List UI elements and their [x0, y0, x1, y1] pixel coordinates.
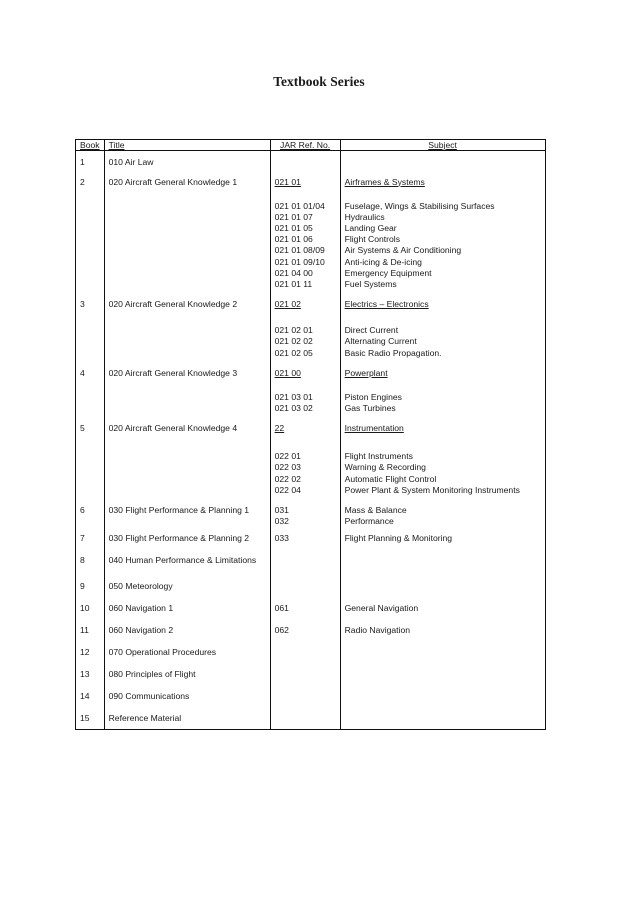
- subject-main: Airframes & Systems: [344, 176, 425, 187]
- book-number: 9: [76, 575, 105, 597]
- jar-ref-sublist: [270, 384, 340, 417]
- subject-subitem: Anti-icing & De-icing: [344, 256, 422, 267]
- subject-sublist: [340, 193, 545, 294]
- subject-sublist: [340, 443, 545, 499]
- book-title-empty: [104, 193, 270, 294]
- subject: [340, 151, 545, 171]
- table-subrow: [76, 443, 546, 499]
- book-title: 020 Aircraft General Knowledge 3: [104, 362, 270, 384]
- subject: [340, 641, 545, 663]
- book-title: 020 Aircraft General Knowledge 4: [104, 417, 270, 443]
- jar-ref: [270, 549, 340, 575]
- subject-line: Performance: [344, 516, 394, 527]
- jar-ref-subitem: 021 01 11: [274, 278, 313, 289]
- subject: [340, 685, 545, 707]
- table-row: [76, 362, 546, 384]
- book-title: 050 Meteorology: [104, 575, 270, 597]
- subject-main: Powerplant: [344, 367, 388, 378]
- jar-ref-line: 033: [274, 533, 289, 544]
- subject-subitem: Fuel Systems: [344, 278, 397, 289]
- jar-ref: [270, 641, 340, 663]
- jar-ref-subitem: 021 03 01: [274, 391, 313, 402]
- subject-subitem: Air Systems & Air Conditioning: [344, 245, 462, 256]
- jar-ref-line: 062: [274, 625, 289, 636]
- book-number: 7: [76, 527, 105, 549]
- table-row: [76, 549, 546, 575]
- subject-subitem: Automatic Flight Control: [344, 473, 437, 484]
- book-number-empty: [76, 384, 105, 417]
- table-body: [76, 140, 546, 730]
- book-number: 11: [76, 619, 105, 641]
- jar-ref-subitem: 021 01 09/10: [274, 256, 325, 267]
- book-number: 5: [76, 417, 105, 443]
- subject-subitem: Gas Turbines: [344, 402, 396, 413]
- subject-subitem: Alternating Current: [344, 336, 417, 347]
- table-row: [76, 499, 546, 527]
- table-row: [76, 575, 546, 597]
- subject-subitem: Hydraulics: [344, 211, 385, 222]
- jar-ref: [270, 527, 340, 549]
- subject: [340, 619, 545, 641]
- jar-ref-main: 021 01: [274, 176, 301, 187]
- subject-subitem: Landing Gear: [344, 222, 397, 233]
- book-number: 3: [76, 293, 105, 317]
- header-subject: Subject: [340, 140, 545, 151]
- book-number: 4: [76, 362, 105, 384]
- subject-subitem: Emergency Equipment: [344, 267, 432, 278]
- subject: [340, 597, 545, 619]
- jar-ref-subitem: 021 01 06: [274, 234, 313, 245]
- jar-ref-main: 021 00: [274, 367, 301, 378]
- subject: [340, 362, 545, 384]
- subject-line: General Navigation: [344, 603, 419, 614]
- jar-ref-subitem: 022 04: [274, 484, 301, 495]
- subject-subitem: Direct Current: [344, 325, 399, 336]
- subject: [340, 575, 545, 597]
- jar-ref-sublist: [270, 443, 340, 499]
- jar-ref-sublist: [270, 317, 340, 362]
- jar-ref: [270, 151, 340, 171]
- table-row: [76, 707, 546, 729]
- table-row: [76, 527, 546, 549]
- book-title: 060 Navigation 2: [104, 619, 270, 641]
- jar-ref: [270, 597, 340, 619]
- book-number-empty: [76, 317, 105, 362]
- jar-ref-sublist: [270, 193, 340, 294]
- book-number: 8: [76, 549, 105, 575]
- subject-line: Flight Planning & Monitoring: [344, 533, 453, 544]
- book-number: 12: [76, 641, 105, 663]
- subject-subitem: Piston Engines: [344, 391, 402, 402]
- book-title: 060 Navigation 1: [104, 597, 270, 619]
- subject-main: Instrumentation: [344, 423, 404, 434]
- table-header-row: [76, 140, 546, 151]
- book-title: Reference Material: [104, 707, 270, 729]
- subject: [340, 293, 545, 317]
- jar-ref-subitem: 022 01: [274, 451, 301, 462]
- jar-ref-subitem: 021 01 08/09: [274, 245, 325, 256]
- table-row: [76, 641, 546, 663]
- table-row: [76, 417, 546, 443]
- table-row: [76, 171, 546, 193]
- jar-ref: [270, 685, 340, 707]
- book-number: 1: [76, 151, 105, 171]
- table-row: [76, 151, 546, 171]
- jar-ref: [270, 619, 340, 641]
- jar-ref-subitem: 022 02: [274, 473, 301, 484]
- subject: [340, 171, 545, 193]
- book-title-empty: [104, 443, 270, 499]
- jar-ref: [270, 293, 340, 317]
- subject-sublist: [340, 384, 545, 417]
- textbook-table: [75, 139, 546, 730]
- jar-ref-subitem: 022 03: [274, 462, 301, 473]
- table-subrow: [76, 384, 546, 417]
- header-jar-ref: JAR Ref. No.: [270, 140, 340, 151]
- jar-ref-line: 061: [274, 603, 289, 614]
- book-title: 010 Air Law: [104, 151, 270, 171]
- header-title: Title: [104, 140, 270, 151]
- jar-ref-subitem: 021 02 01: [274, 325, 313, 336]
- book-title-empty: [104, 384, 270, 417]
- jar-ref: [270, 707, 340, 729]
- book-number: 15: [76, 707, 105, 729]
- subject: [340, 527, 545, 549]
- jar-ref-line: 031: [274, 504, 289, 515]
- subject-subitem: Basic Radio Propagation.: [344, 347, 442, 358]
- subject-line: Radio Navigation: [344, 625, 411, 636]
- book-number: 6: [76, 499, 105, 527]
- jar-ref: [270, 499, 340, 527]
- subject: [340, 663, 545, 685]
- subject-main: Electrics – Electronics: [344, 299, 429, 310]
- subject: [340, 417, 545, 443]
- table-row: [76, 685, 546, 707]
- subject-subitem: Warning & Recording: [344, 462, 426, 473]
- jar-ref-subitem: 021 01 07: [274, 211, 313, 222]
- subject-subitem: Power Plant & System Monitoring Instruments: [344, 484, 520, 495]
- jar-ref: [270, 575, 340, 597]
- book-title: 040 Human Performance & Limitations: [104, 549, 270, 575]
- book-number: 2: [76, 171, 105, 193]
- book-number-empty: [76, 443, 105, 499]
- subject-subitem: Flight Instruments: [344, 451, 413, 462]
- book-number: 14: [76, 685, 105, 707]
- book-title: 080 Principles of Flight: [104, 663, 270, 685]
- subject-line: Mass & Balance: [344, 504, 407, 515]
- jar-ref: [270, 171, 340, 193]
- jar-ref: [270, 663, 340, 685]
- jar-ref: [270, 417, 340, 443]
- subject-subitem: Flight Controls: [344, 234, 400, 245]
- book-number-empty: [76, 193, 105, 294]
- book-number: 13: [76, 663, 105, 685]
- book-title: 030 Flight Performance & Planning 1: [104, 499, 270, 527]
- jar-ref-subitem: 021 02 05: [274, 347, 313, 358]
- book-title-empty: [104, 317, 270, 362]
- jar-ref: [270, 362, 340, 384]
- subject: [340, 707, 545, 729]
- jar-ref-subitem: 021 02 02: [274, 336, 313, 347]
- book-title: 020 Aircraft General Knowledge 2: [104, 293, 270, 317]
- jar-ref-subitem: 021 03 02: [274, 402, 313, 413]
- table-row: [76, 293, 546, 317]
- jar-ref-subitem: 021 01 01/04: [274, 200, 325, 211]
- jar-ref-main: 021 02: [274, 299, 301, 310]
- book-title: 030 Flight Performance & Planning 2: [104, 527, 270, 549]
- book-title: 090 Communications: [104, 685, 270, 707]
- book-title: 020 Aircraft General Knowledge 1: [104, 171, 270, 193]
- jar-ref-subitem: 021 04 00: [274, 267, 313, 278]
- table-row: [76, 663, 546, 685]
- book-number: 10: [76, 597, 105, 619]
- subject-subitem: Fuselage, Wings & Stabilising Surfaces: [344, 200, 495, 211]
- subject-sublist: [340, 317, 545, 362]
- subject: [340, 549, 545, 575]
- subject: [340, 499, 545, 527]
- jar-ref-subitem: 021 01 05: [274, 222, 313, 233]
- page-title: Textbook Series: [273, 74, 365, 89]
- table-subrow: [76, 193, 546, 294]
- table-row: [76, 597, 546, 619]
- jar-ref-main: 22: [274, 423, 285, 434]
- header-book: Book: [76, 140, 105, 151]
- jar-ref-line: 032: [274, 516, 289, 527]
- book-title: 070 Operational Procedures: [104, 641, 270, 663]
- table-subrow: [76, 317, 546, 362]
- table-row: [76, 619, 546, 641]
